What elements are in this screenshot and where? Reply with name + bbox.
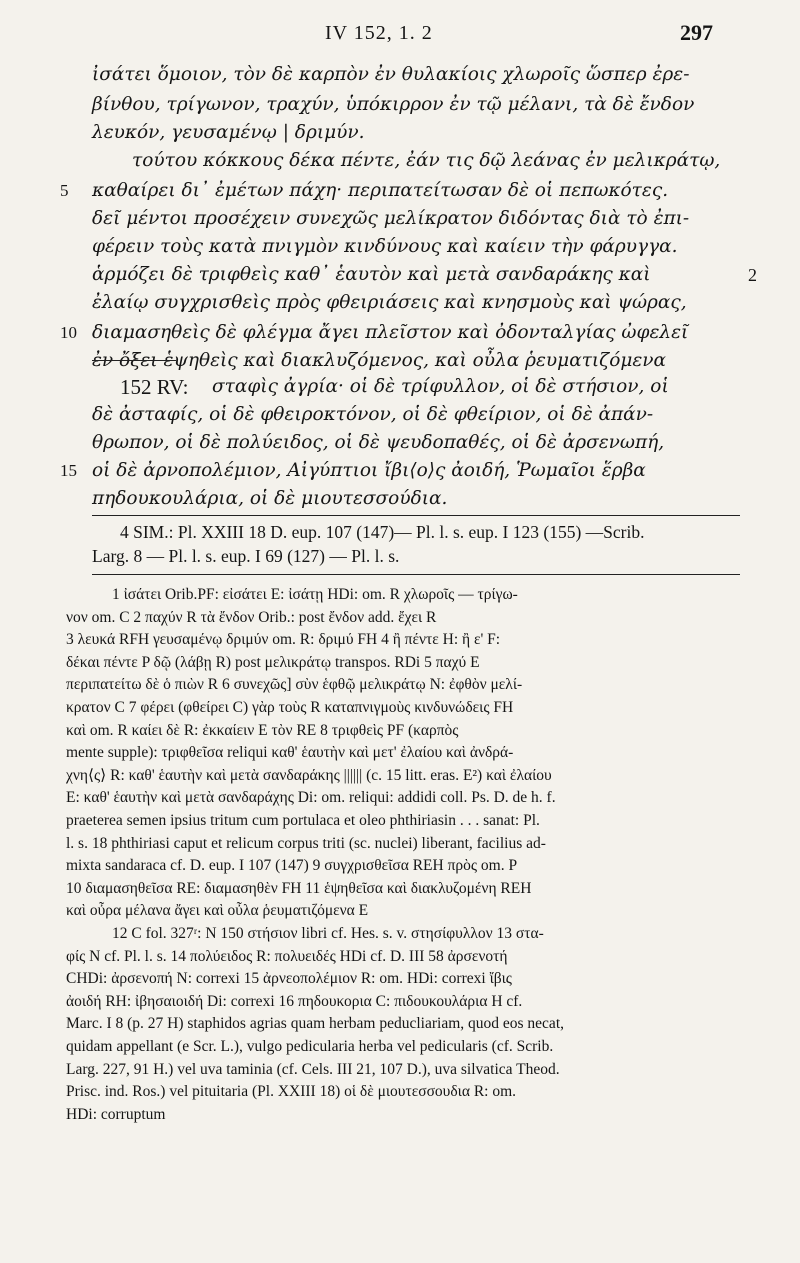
apparatus-line: CHDi: ἀρσενοπή N: correxi 15 ἀρνεοπολέμιον R: om. HDi: correxi ἴβις	[66, 970, 512, 988]
apparatus-line: mixta sandaraca cf. D. eup. I 107 (147) 9 συγχρισθεῖσα REH πρὸς om. P	[66, 857, 518, 875]
running-header	[0, 20, 800, 50]
apparatus-line: καὶ οὖρα μέλανα ἄγει καὶ οὖλα ῥευματιζόμενα E	[66, 902, 369, 920]
line-number: 15	[60, 461, 77, 480]
line-number: 10	[60, 323, 77, 342]
text-line: διαμασηθεὶς δὲ φλέγμα ἄγει πλεῖστον καὶ ὀδονταλγίας ὠφελεῖ	[92, 322, 689, 343]
text-line: βίνθου, τρίγωνον, τραχύν, ὑπόκιρρον ἐν τῷ μέλανι, τὰ δὲ ἔνδον	[92, 94, 695, 115]
apparatus-line: φίς N cf. Pl. l. s. 14 πολύειδος R: πολυειδές HDi cf. D. III 58 ἀρσενοτή	[66, 947, 508, 965]
apparatus-line: περιπατείτω δὲ ὁ πιὼν R 6 συνεχῶς] σὺν ἑφθῷ μελικράτῳ N: ἐφθὸν μελί-	[66, 676, 523, 694]
apparatus-line: praeterea semen ipsius tritum cum portulaca et oleo phthiriasin . . . sanat: Pl.	[66, 812, 540, 829]
apparatus-line: δέκαι πέντε P δῷ (λάβῃ R) post μελικράτῳ transpos. RDi 5 παχύ E	[66, 653, 480, 671]
text-line: δεῖ μέντοι προσέχειν συνεχῶς μελίκρατον διδόντας διὰ τὸ ἐπι-	[92, 208, 690, 229]
apparatus-line: χνη⟨ς⟩ R: καθ' ἑαυτὴν καὶ μετὰ σανδαράκης |||||| (c. 15 litt. eras. E²) καὶ ἐλαίου	[66, 766, 552, 784]
text-line: φέρειν τοὺς κατὰ πνιγμὸν κινδύνους καὶ καίειν τὴν φάρυγγα.	[92, 236, 678, 257]
testimonia-line-1: 4 SIM.: Pl. XXIII 18 D. eup. 107 (147)— Pl. l. s. eup. I 123 (155) —Scrib.	[120, 522, 645, 542]
line-number: 5	[60, 181, 69, 200]
section-line: δὲ ἀσταφίς, οἱ δὲ φθειροκτόνον, οἱ δὲ φθείριον, οἱ δὲ ἀπάν-	[92, 404, 654, 425]
apparatus-line: quidam appellant (e Scr. L.), vulgo pedicularia herba vel pedicularis (cf. Scrib.	[66, 1038, 554, 1055]
text-line: καθαίρει δι᾽ ἐμέτων πάχη· περιπατείτωσαν δὲ οἱ πεπωκότες.	[92, 180, 669, 201]
text-line: τούτου κόκκους δέκα πέντε, ἐάν τις δῷ λεάνας ἐν μελικράτῳ,	[132, 150, 721, 171]
apparatus-line: 1 ἰσάτει Orib.PF: εἰσάτει E: ἰσάτῃ HDi: om. R χλωροῖς — τρίγω-	[112, 586, 518, 603]
text-end-rule	[92, 360, 176, 361]
apparatus-line: Larg. 227, 91 H.) vel uva taminia (cf. Cels. III 21, 107 D.), uva silvatica Theod.	[66, 1060, 560, 1078]
apparatus-line: mente supple): τριφθεῖσα reliqui καθ' ἑαυτὴν καὶ μετ' ἐλαίου καὶ ἀνδρά-	[66, 744, 514, 762]
section-line: σταφὶς ἀγρία· οἱ δὲ τρίφυλλον, οἱ δὲ στήσιον, οἱ	[212, 376, 669, 397]
apparatus-line: Prisc. ind. Ros.) vel pituitaria (Pl. XXIII 18) οἱ δὲ μιουτεσσουδια R: om.	[66, 1083, 517, 1101]
apparatus-line: 12 C fol. 327ʳ: N 150 στήσιον libri cf. Hes. s. v. στησίφυλλον 13 στα-	[112, 925, 544, 942]
apparatus-line: l. s. 18 phthiriasi caput et relicum corpus triti (sc. nuclei) liberant, facilius ad-	[66, 834, 546, 852]
section-line: οἱ δὲ ἀρνοπολέμιον, Αἰγύπτιοι ἴβι⟨ο⟩ς ἀοιδή, Ῥωμαῖοι ἕρβα	[92, 460, 646, 481]
apparatus-line: Marc. I 8 (p. 27 H) staphidos agrias quam herbam peducliariam, quod eos necat,	[66, 1015, 564, 1033]
apparatus-rule	[92, 574, 740, 575]
text-line: ἐν ὄξει ἑψηθεὶς καὶ διακλυζόμενος, καὶ οὖλα ῥευματιζόμενα	[92, 350, 667, 371]
text-line: ἁρμόζει δὲ τριφθεὶς καθ᾽ ἑαυτὸν καὶ μετὰ σανδαράκης καὶ	[92, 264, 651, 285]
section-line: πηδουκουλάρια, οἱ δὲ μιουτεσσούδια.	[92, 488, 448, 509]
apparatus-line: καὶ om. R καίει δὲ R: ἐκκαίειν E τὸν RE 8 τριφθεὶς PF (καρπὸς	[66, 721, 459, 739]
testimonia-rule	[92, 515, 740, 516]
text-line: ἐλαίῳ συγχρισθεὶς πρὸς φθειριάσεις καὶ κνησμοὺς καὶ ψώρας,	[92, 292, 687, 313]
testimonia-line-2: Larg. 8 — Pl. l. s. eup. I 69 (127) — Pl. l. s.	[92, 546, 400, 566]
running-head: IV 152, 1. 2	[325, 22, 433, 44]
apparatus-line: νον om. C 2 παχύν R τὰ ἔνδον Orib.: post ἔνδον add. ἔχει R	[66, 608, 437, 626]
section-line: θρωπον, οἱ δὲ πολύειδος, οἱ δὲ ψευδοπαθές, οἱ δὲ ἀρσενωπή,	[92, 432, 665, 453]
apparatus-line: ἀοιδή RH: ἰβησαιοιδή Di: correxi 16 πηδουκορια C: πιδουκουλάρια H cf.	[66, 992, 523, 1010]
apparatus-line: 10 διαμασηθεῖσα RE: διαμασηθὲν FH 11 ἑψηθεῖσα καὶ διακλυζομένη REH	[66, 879, 532, 897]
text-line: ἰσάτει ὅμοιον, τὸν δὲ καρπὸν ἐν θυλακίοις χλωροῖς ὥσπερ ἐρε-	[92, 64, 690, 85]
apparatus-line: HDi: corruptum	[66, 1105, 166, 1123]
apparatus-line: κρατον C 7 φέρει (φθείρει C) γὰρ τοὺς R καταπνιγμοὺς κινδυνώδεις FH	[66, 699, 514, 716]
page-number: 297	[680, 20, 713, 45]
section-lemma: 152 RV:	[120, 375, 189, 399]
text-line: λευκόν, γευσαμένῳ | δριμύν.	[92, 122, 365, 143]
margin-number: 2	[748, 265, 757, 285]
apparatus-line: 3 λευκά RFH γευσαμένῳ δριμύν om. R: δριμύ FH 4 ἢ πέντε H: ἢ ε' F:	[66, 631, 501, 649]
apparatus-line: E: καθ' ἑαυτὴν καὶ μετὰ σανδαράχης Di: om. reliqui: addidi coll. Ps. D. de h. f.	[66, 789, 556, 807]
